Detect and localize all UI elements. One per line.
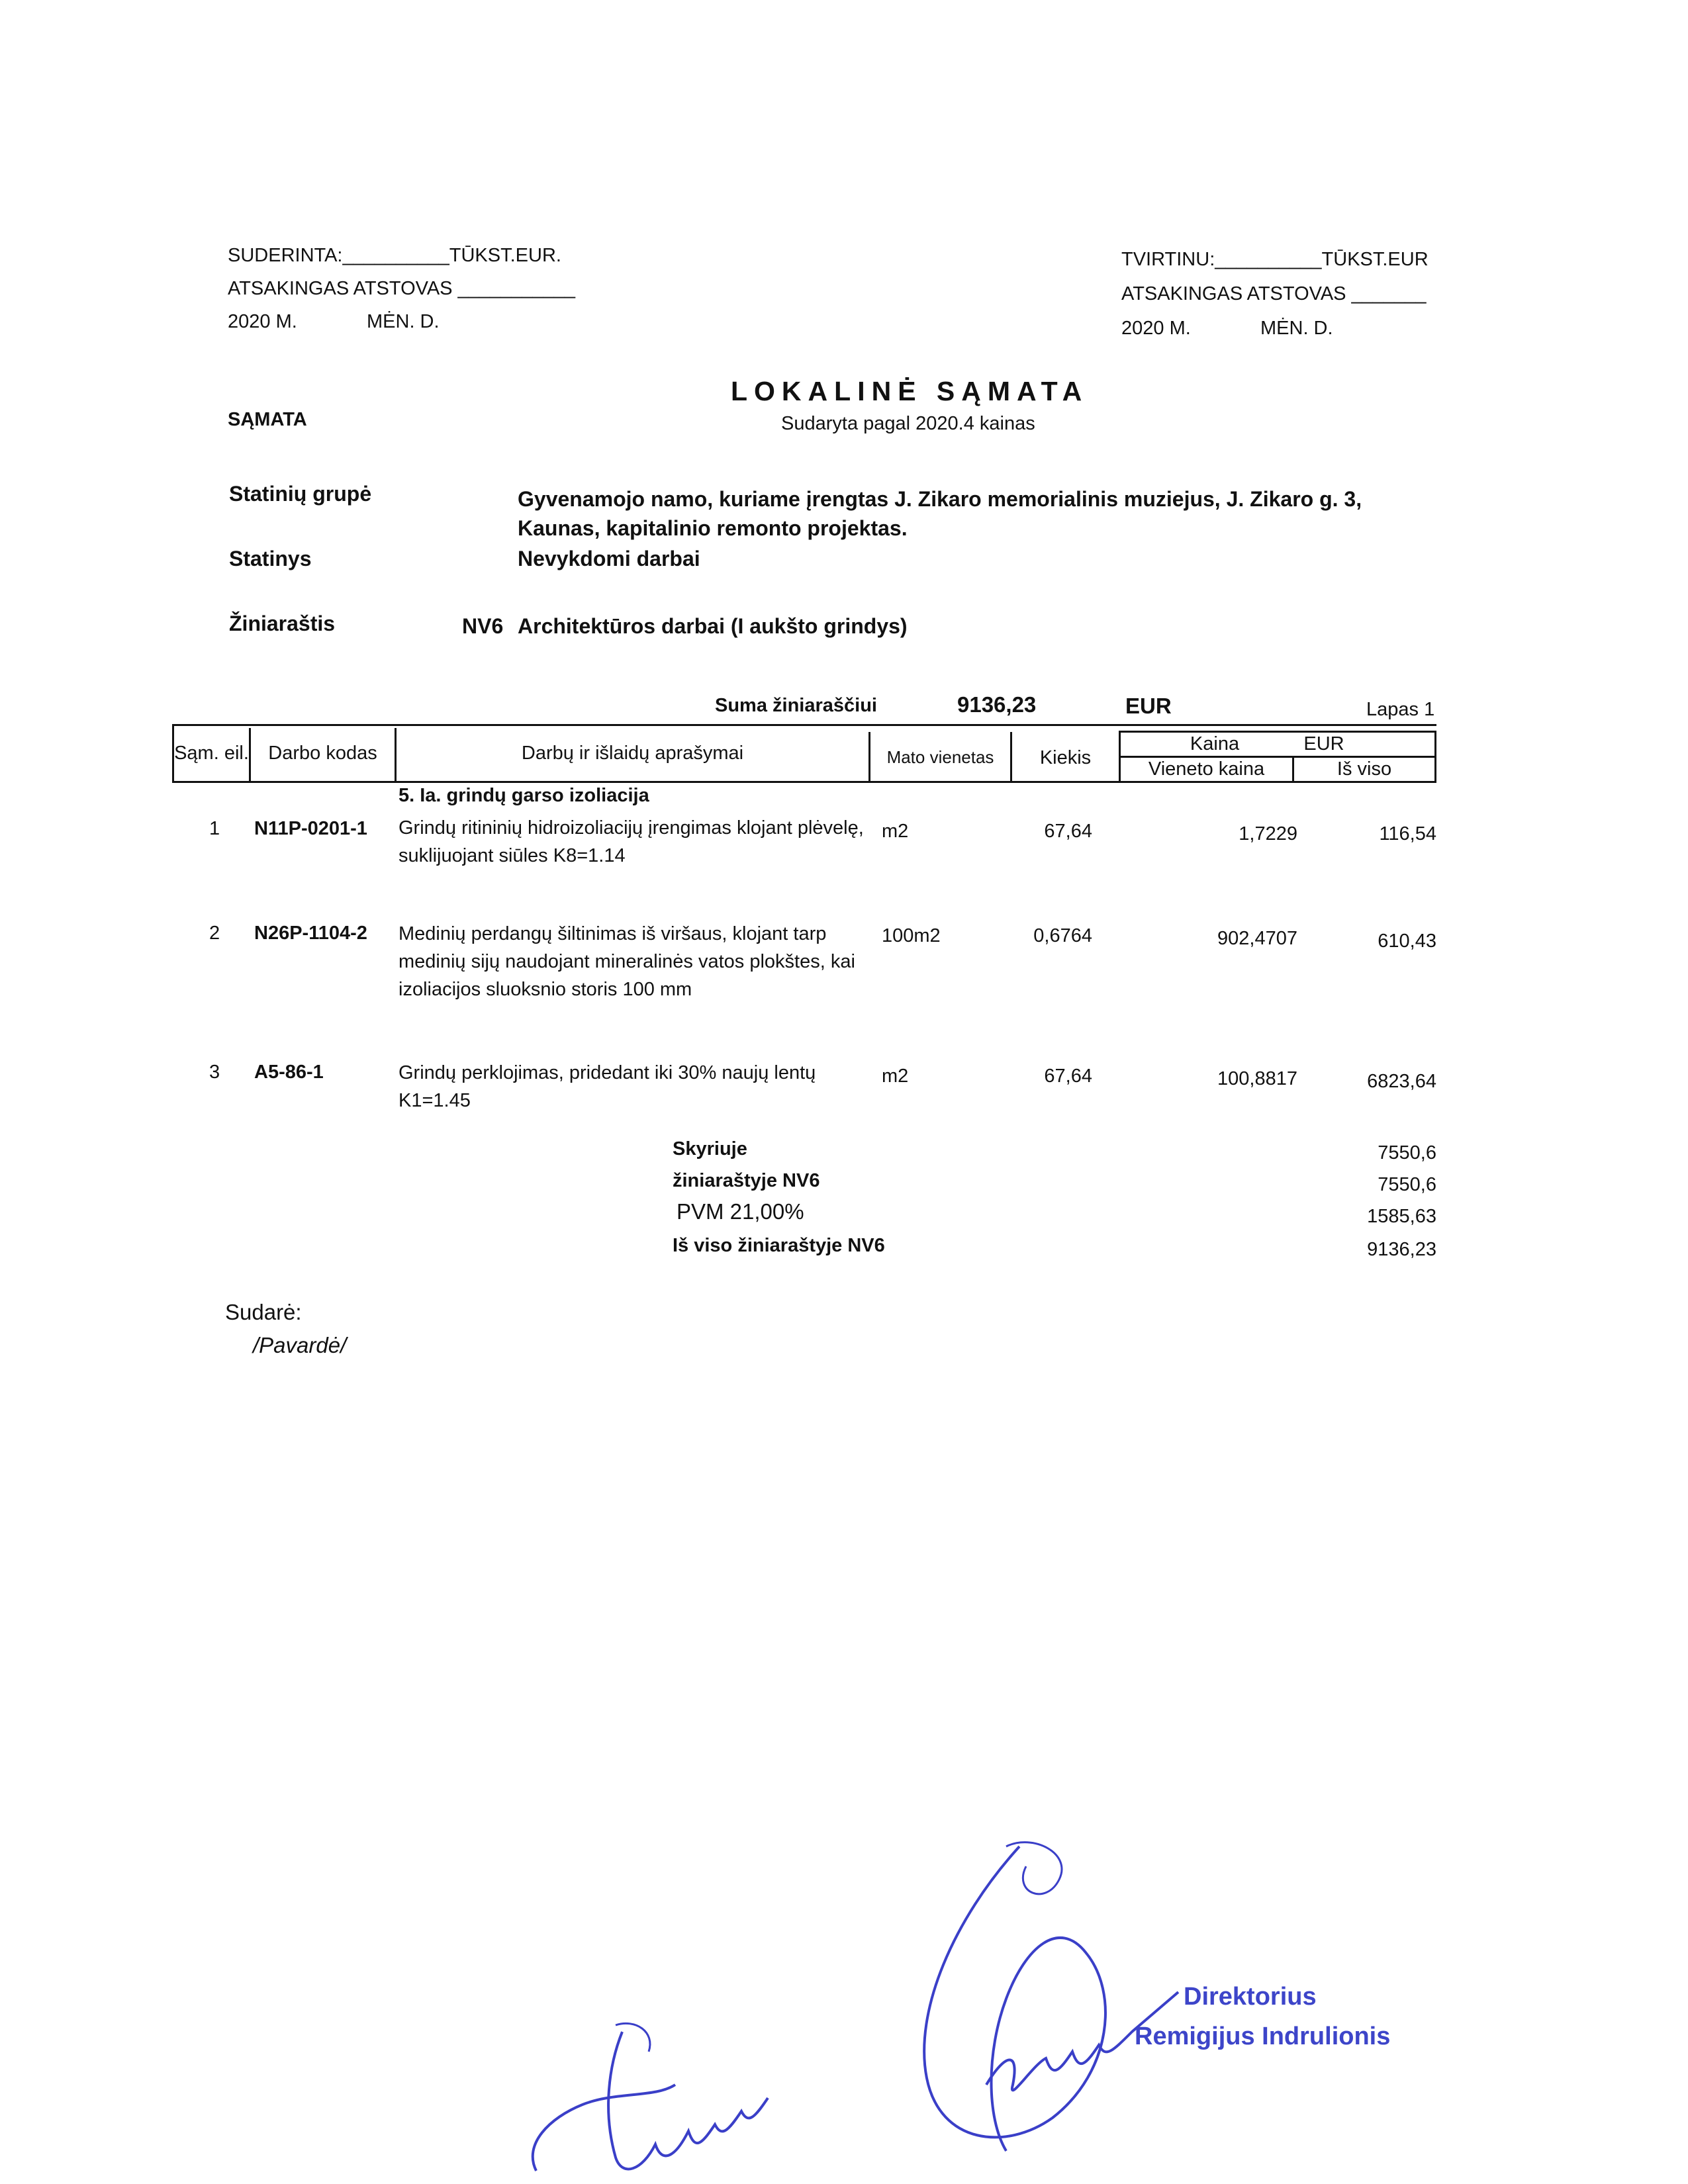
page-number: Lapas 1 [1366, 699, 1435, 720]
header-qty: Kiekis [1039, 747, 1092, 768]
date-right-year: 2020 M. [1121, 318, 1191, 339]
row-desc: Grindų ritininių hidroizoliacijų įrengimas klojant plėvelę, suklijuojant siūles K8=1.14 [399, 817, 864, 866]
row-unit: m2 [882, 1066, 909, 1087]
header-desc: Darbų ir išlaidų aprašymai [521, 743, 744, 764]
total-value-vat: 1585,63 [1367, 1206, 1436, 1227]
sum-currency: EUR [1125, 694, 1172, 718]
object-value: Nevykdomi darbai [518, 547, 700, 570]
samata-label: SĄMATA [228, 409, 307, 430]
responsible-right-line: ATSAKINGAS ATSTOVAS _______ [1121, 283, 1427, 304]
total-value-grand: 9136,23 [1367, 1239, 1436, 1260]
document-subtitle: Sudaryta pagal 2020.4 kainas [781, 413, 1035, 434]
date-left-year: 2020 M. [228, 311, 297, 332]
surname-placeholder: /Pavardė/ [253, 1333, 347, 1357]
header-unit: Mato vienetas [886, 747, 994, 768]
sum-label: Suma žiniaraščiui [715, 695, 877, 716]
total-label-section: Skyriuje [673, 1138, 747, 1160]
row-qty: 67,64 [1044, 821, 1092, 842]
row-unit: 100m2 [882, 925, 941, 946]
row-desc: Medinių perdangų šiltinimas iš viršaus, klojant tarp medinių sijų naudojant mineralinės vatos plokštes, kai izoliacijos sluoksnio storis 100 mm [399, 923, 855, 1000]
row-num: 1 [209, 818, 220, 839]
row-code: N26P-1104-2 [254, 923, 367, 944]
row-total: 610,43 [1378, 931, 1436, 952]
object-label: Statinys [229, 547, 312, 570]
row-total: 6823,64 [1367, 1071, 1436, 1092]
header-code: Darbo kodas [268, 743, 377, 764]
header-price-currency: EUR [1303, 733, 1344, 755]
document-title: LOKALINĖ SĄMATA [731, 376, 1089, 406]
group-value: Gyvenamojo namo, kuriame įrengtas J. Zikaro memorialinis muziejus, J. Zikaro g. 3, Kaunas, kapitalinio remonto projektas. [518, 487, 1362, 540]
approval-left-line: SUDERINTA:__________TŪKST.EUR. [228, 245, 561, 266]
director-signature [834, 1840, 1205, 2184]
row-num: 2 [209, 923, 220, 944]
header-num: Sąm. eil. [174, 743, 249, 764]
responsible-left-line: ATSAKINGAS ATSTOVAS ___________ [228, 278, 575, 299]
author-signature [523, 2012, 801, 2184]
date-right-month-day: MĖN. D. [1260, 318, 1333, 339]
sum-value: 9136,23 [957, 692, 1037, 717]
row-total: 116,54 [1379, 823, 1436, 844]
date-left-month-day: MĖN. D. [367, 311, 440, 332]
sheet-label: Žiniaraštis [229, 612, 336, 635]
stamp-name: Remigijus Indrulionis [1135, 2023, 1391, 2050]
total-value-sheet: 7550,6 [1378, 1174, 1436, 1195]
approval-right-line: TVIRTINU:__________TŪKST.EUR [1121, 249, 1429, 270]
sheet-value: Architektūros darbai (I aukšto grindys) [518, 614, 908, 638]
row-desc: Grindų perklojimas, pridedant iki 30% naujų lentų K1=1.45 [399, 1062, 816, 1111]
total-label-vat: PVM 21,00% [677, 1199, 804, 1224]
header-unit-price: Vieneto kaina [1148, 758, 1265, 780]
row-unit-price: 1,7229 [1239, 823, 1297, 844]
row-unit-price: 902,4707 [1217, 928, 1297, 949]
made-by-label: Sudarė: [225, 1300, 302, 1324]
row-unit: m2 [882, 821, 909, 842]
row-qty: 67,64 [1044, 1066, 1092, 1087]
row-unit-price: 100,8817 [1217, 1068, 1297, 1089]
row-code: N11P-0201-1 [254, 818, 367, 839]
header-total: Iš viso [1336, 758, 1392, 780]
row-code: A5-86-1 [254, 1062, 324, 1083]
group-label: Statinių grupė [229, 482, 372, 506]
section-title: 5. Ia. grindų garso izoliacija [399, 785, 649, 806]
total-value-section: 7550,6 [1378, 1142, 1436, 1163]
total-label-grand: Iš viso žiniaraštyje NV6 [673, 1235, 885, 1256]
row-qty: 0,6764 [1033, 925, 1092, 946]
stamp-role: Direktorius [1184, 1983, 1317, 2011]
row-num: 3 [209, 1062, 220, 1083]
sheet-code: NV6 [462, 614, 504, 638]
header-price: Kaina [1190, 733, 1240, 755]
total-label-sheet: žiniaraštyje NV6 [673, 1170, 820, 1191]
